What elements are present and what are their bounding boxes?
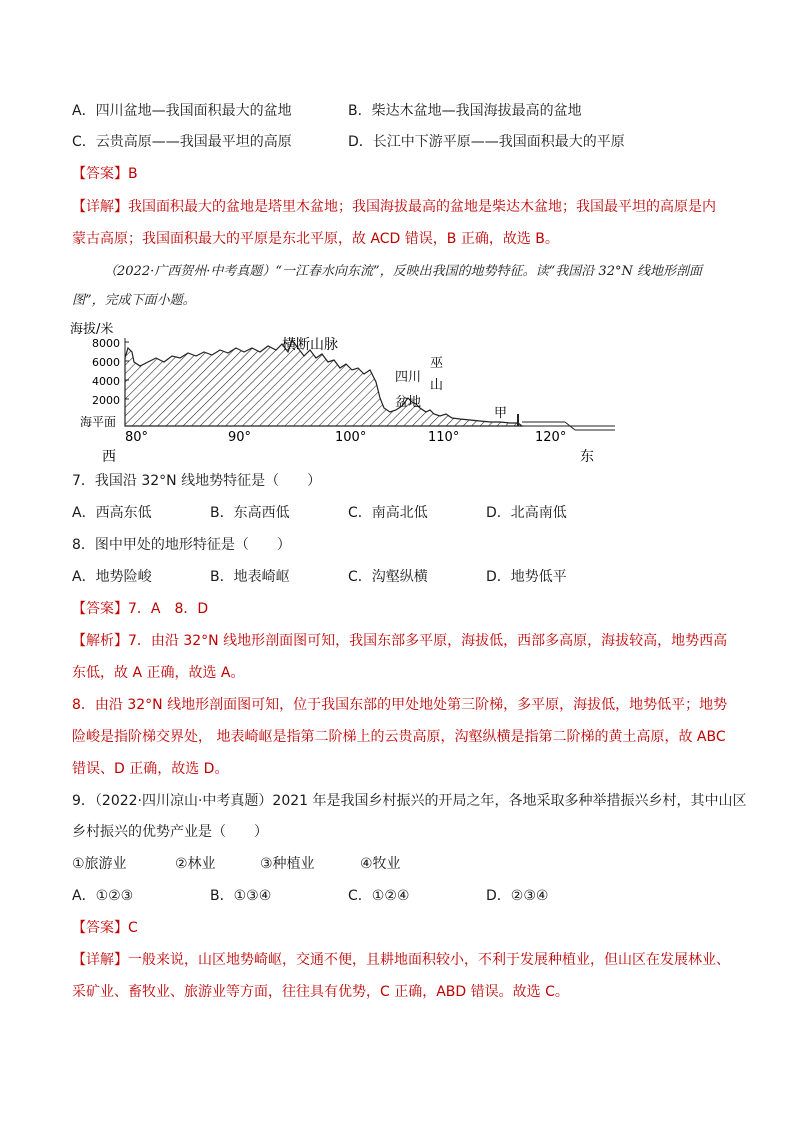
- q9-option-b: B．①③④: [210, 888, 272, 904]
- x-tick-120: 120°: [535, 430, 567, 445]
- q9-stem-line2: 乡村振兴的优势产业是（ ）: [72, 824, 268, 840]
- q9-item-4: ④牧业: [360, 856, 401, 872]
- q9-option-c: C．①②④: [348, 888, 410, 904]
- x-tick-110: 110°: [428, 430, 460, 445]
- q8-option-c: C．沟壑纵横: [348, 569, 428, 585]
- sea-level-label: 海平面: [80, 415, 117, 429]
- q9-detail-line1: 【详解】一般来说，山区地势崎岖，交通不便，且耕地面积较小，不利于发展种植业，但山区在发展林业、: [72, 952, 730, 968]
- sichuan-label-2: 盆地: [395, 395, 422, 410]
- answer-value: 7．A 8．D: [128, 601, 209, 617]
- q78-intro-line2: 图”，完成下面小题。: [72, 293, 196, 308]
- y-tick-6000: 6000: [92, 356, 120, 369]
- q78-analysis-line3: 8．由沿 32°N 线地形剖面图可知，位于我国东部的甲处地处第三阶梯，多平原，海拔低，地势低平；地势: [72, 697, 728, 713]
- answer-tag: 【答案】: [72, 166, 128, 182]
- q9-option-a: A．①②③: [72, 888, 134, 904]
- answer-value: C: [128, 920, 138, 936]
- answer-value: B: [128, 166, 138, 182]
- q9-item-1: ①旅游业: [72, 856, 127, 872]
- q78-intro-line1: （2022·广西贺州·中考真题）“一江春水向东流”，反映出我国的地势特征。读“我国沿 32°N 线地形剖面: [104, 264, 702, 279]
- hengduan-label: 横断山脉: [282, 337, 338, 353]
- y-axis-label: 海拔/米: [70, 322, 114, 337]
- answer-tag: 【答案】: [72, 601, 128, 617]
- y-tick-4000: 4000: [92, 375, 120, 388]
- west-label: 西: [102, 449, 116, 465]
- q6-detail-line2: 蒙古高原；我国面积最大的平原是东北平原，故 ACD 错误，B 正确，故选 B。: [72, 231, 559, 247]
- q9-answer: [72, 918, 138, 938]
- east-label: 东: [580, 449, 594, 465]
- detail-tag: 【详解】: [72, 199, 128, 215]
- q9-item-3: ③种植业: [260, 856, 315, 872]
- q7-stem: 7．我国沿 32°N 线地势特征是（ ）: [72, 473, 322, 489]
- terrain-profile-figure: [70, 318, 630, 468]
- analysis-tag: 【解析】: [72, 633, 128, 649]
- q6-option-d: D．长江中下游平原——我国面积最大的平原: [348, 134, 625, 150]
- x-tick-80: 80°: [125, 430, 149, 445]
- q7-option-c: C．南高北低: [348, 505, 428, 521]
- jia-label: 甲: [494, 406, 508, 421]
- q6-answer: [72, 164, 138, 184]
- q8-option-a: A．地势险峻: [72, 569, 152, 585]
- q78-analysis-line5: 错误、D 正确，故选 D。: [72, 761, 229, 777]
- q78-answer: [72, 599, 208, 619]
- q7-option-b: B．东高西低: [210, 505, 290, 521]
- q78-analysis-line2: 东低，故 A 正确，故选 A。: [72, 665, 245, 681]
- x-tick-100: 100°: [335, 430, 367, 445]
- q8-option-b: B．地表崎岖: [210, 569, 290, 585]
- q9-detail-line2: 采矿业、畜牧业、旅游业等方面，往往具有优势，C 正确，ABD 错误。故选 C。: [72, 984, 569, 1000]
- q8-option-d: D．地势低平: [486, 569, 567, 585]
- q9-item-2: ②林业: [175, 856, 216, 872]
- q78-analysis-line4: 险峻是指阶梯交界处， 地表崎岖是指第二阶梯上的云贵高原，沟壑纵横是指第二阶梯的黄土高原，故 ABC: [72, 729, 726, 745]
- y-tick-8000: 8000: [92, 337, 120, 350]
- q9-option-d: D．②③④: [486, 888, 549, 904]
- y-tick-2000: 2000: [92, 394, 120, 407]
- wushan-label-2: 山: [430, 378, 444, 393]
- q6-option-b: B．柴达木盆地—我国海拔最高的盆地: [348, 103, 582, 119]
- q6-detail-line1: 【详解】我国面积最大的盆地是塔里木盆地；我国海拔最高的盆地是柴达木盆地；我国最平坦的高原是内: [72, 199, 716, 215]
- detail-tag: 【详解】: [72, 952, 128, 968]
- sichuan-label-1: 四川: [395, 370, 422, 385]
- q6-option-a: A．四川盆地—我国面积最大的盆地: [72, 103, 292, 119]
- q6-option-c: C．云贵高原——我国最平坦的高原: [72, 134, 292, 150]
- q7-option-d: D．北高南低: [486, 505, 567, 521]
- q8-stem: 8．图中甲处的地形特征是（ ）: [72, 537, 291, 553]
- answer-tag: 【答案】: [72, 920, 128, 936]
- x-tick-90: 90°: [228, 430, 252, 445]
- q9-stem-line1: 9．（2022·四川凉山·中考真题）2021 年是我国乡村振兴的开局之年，各地采取多种举措振兴乡村，其中山区: [72, 793, 747, 809]
- q78-analysis-line1: 【解析】7．由沿 32°N 线地形剖面图可知，我国东部多平原，海拔低，西部多高原，海拔较高，地势西高: [72, 633, 728, 649]
- q7-option-a: A．西高东低: [72, 505, 152, 521]
- wushan-label-1: 巫: [430, 356, 444, 371]
